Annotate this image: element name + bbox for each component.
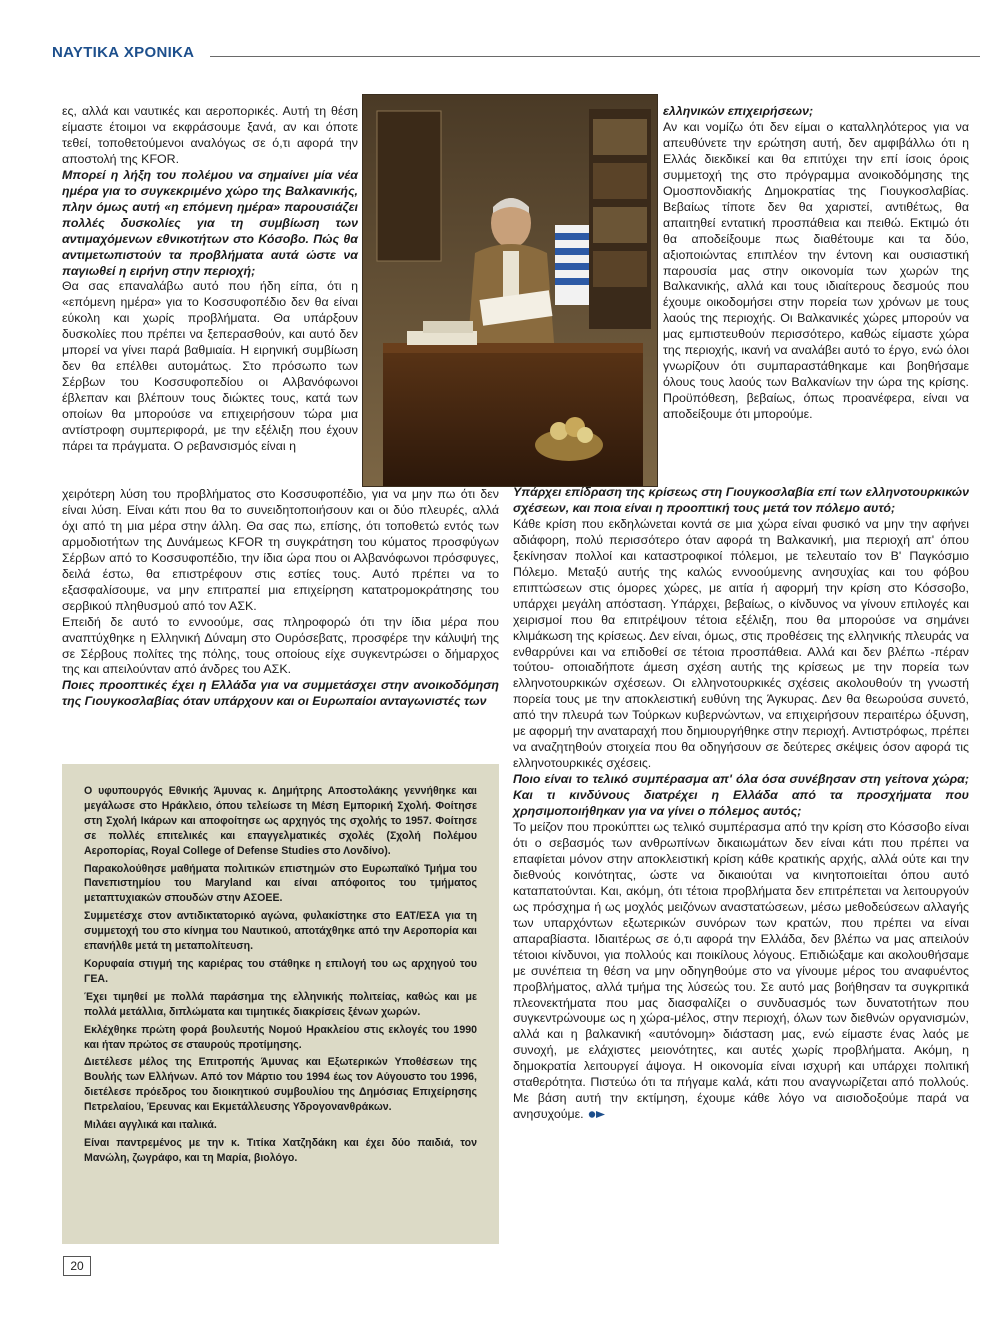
interview-question: ελληνικών επιχειρήσεων; bbox=[663, 104, 814, 118]
article-paragraph: Κάθε κρίση που εκδηλώνεται κοντά σε μια χώρα είναι φυσικό να μην την αφήνει αδιάφορη, πολύ περισσότερο όταν αφορά τη Βαλκανική, μια περιοχή απ' όπου ξεκίνησαν πολλοί και καταστροφικοί πόλεμοι, με τελευταίο τον Β' Παγκόσμιο Πόλεμο. Μεταξύ αυτής της καλώς εννοούμενης ανησυχίας και του φόβου επιπτώσεων στις όμορες χώρες, με αιτία ή αφορμή την κρίση στο Κόσσοβο, υπάρχει μεγάλη απόσταση. Υπάρχει, βεβαίως, ο κίνδυνος να γίνουν επιλογές και χειρισμοί που θα επιτρέψουν τέτοια εξέλιξη, που θα μπορούσε να σημάνει κλιμάκωση της κρίσεως. Δεν είναι, όμως, στις προθέσεις της ελληνικής πλευράς να ενθαρρύνει και να επιδοθεί σε τέτοια προσπάθεια. Αλλά και δεν βλέπω -πέραν τούτου- οποιαδήποτε άμεση σχέση αυτής της κρίσεως με την πορεία των ελληνοτουρκικών σχέσεων. Οι ελληνοτουρκικές σχέσεις ακολουθούν τη γνωστή πορεία τους με την αποκλειστική ευθύνη της Άγκυρας. Δεν θα θεωρούσα συνετό, από την πλευρά των Τούρκων κυβερνώντων, να επιχειρήσουν περαιτέρω όξυνση, με αφορμή την αναταραχή που δημιουργήθηκε στην περιοχή. Αντιστρόφως, πρέπει να αναζητηθούν στοιχεία που θα οδηγήσουν σε δεύτερες σκέψεις όσον αφορά τις ελληνοτουρκικές σχέσεις. bbox=[513, 516, 969, 771]
bio-paragraph: Εκλέχθηκε πρώτη φορά βουλευτής Νομού Ηρακλείου στις εκλογές του 1990 και ήταν πρώτος σε σταυρούς προτίμησης. bbox=[84, 1023, 477, 1051]
article-column-left-top bbox=[62, 104, 358, 455]
office-scene bbox=[363, 95, 658, 487]
bio-paragraph: Είναι παντρεμένος με την κ. Τιτίκα Χατζηδάκη και έχει δύο παιδιά, τον Μανώλη, ζωγράφο, και τη Μαρία, βιολόγο. bbox=[84, 1136, 477, 1164]
bio-paragraph: Συμμετέσχε στον αντιδικτατορικό αγώνα, φυλακίστηκε στο ΕΑΤ/ΕΣΑ για τη συμμετοχή του στο κίνημα του Ναυτικού, αποτάχθηκε από την Αεροπορία και επανήλθε μετά τη μεταπολίτευση. bbox=[84, 910, 477, 953]
article-column-right-main bbox=[513, 485, 969, 1123]
bio-paragraph: Κορυφαία στιγμή της καριέρας του στάθηκε η επιλογή του ως αρχηγού του ΓΕΑ. bbox=[84, 957, 477, 985]
article-column-left-bottom bbox=[62, 487, 499, 710]
interview-question: Ποιο είναι το τελικό συμπέρασμα απ' όλα όσα συνέβησαν στη γείτονα χώρα; Και τι κινδύνους διατρέχει η Ελλάδα από τα προσχήματα που χρησιμοποιήθηκαν για να γίνει ο πόλεμος αυτός; bbox=[513, 772, 969, 819]
article-paragraph: Επειδή δε αυτό το εννοούμε, σας πληροφορώ ότι την ίδια μέρα που αναπτύχθηκε η Ελληνική Δύναμη στο Ουρόσεβατς, προσφέρε την κάλυψή της σε Σέρβους πολίτες της πόλης, τους οποίους είχε συγκεντρώσει ο δήμαρχος της και απειλούνταν από άνδρες του ΑΣΚ. bbox=[62, 614, 499, 677]
interview-question: Μπορεί η λήξη του πολέμου να σημαίνει μία νέα ημέρα για το συγκεκριμένο χώρο της Βαλκανικής, πλην όμως αυτή «η επόμενη ημέρα» παρουσιάζει πολλές δυσκολίες για τη συμβίωση των αντιμαχόμενων εθνικοτήτων στο Κόσοβο. Πώς θα αντιμετωπιστούν τα προβλήματα αυτά ώστε να παγιωθεί η ειρήνη στην περιοχή; bbox=[62, 167, 358, 278]
bookshelf bbox=[589, 109, 651, 329]
bio-paragraph: Παρακολούθησε μαθήματα πολιτικών επιστημών στο Ευρωπαϊκό Τμήμα του Πανεπιστημίου του Maryland και είναι απόφοιτος του τμήματος μεταπτυχιακών σπουδών στην ΑΣΟΕΕ. bbox=[84, 862, 477, 905]
greek-flag bbox=[555, 225, 589, 305]
end-of-article-icon bbox=[588, 1110, 606, 1119]
desk bbox=[383, 321, 643, 487]
article-paragraph: Το μείζον που προκύπτει ως τελικό συμπέρασμα από την κρίση στο Κόσσοβο είναι ότι ο σεβασμός των ανθρωπίνων δικαιωμάτων δεν είναι κάτι που πρέπει να επαφίεται μόνον στην αποκλειστική κρίση κάθε κρατικής αρχής, αλλά ούτε και την διεθνούς κοινότητας, ώστε να δικαιούται να κινητοποιείται όπου αυτό καταπατούνται. Και, ακόμη, ότι τέτοια προβλήματα δεν επιτρέπεται να λειτουργούν ως πρόσχημα ή ως μοχλός μειζόνων αναστατώσεων, μέσω μεθοδεύσεων αλλαγής των υπαρχόντων εξωτερικών συνόρων των κρατών, που πρέπει να είναι απαραβίαστα. Ιδιαιτέρως σε ό,τι αφορά την Ελλάδα, δεν βλέπω να μας απειλούν τέτοιοι κίνδυνοι, για πολλούς και ποικίλους λόγους. Επιδιώξαμε και ακολουθήσαμε με συνέπεια τη θέση να μην οδηγηθούμε στο να γίνουμε μέρος του αναφυέντος προβλήματος, αλλά τμήμα της λύσεώς του. Σε αυτό μας βοήθησαν τα συγκριτικά πλεονεκτήματα που μας διασφαλίζει ο συνδυασμός των δυνατοτήτων που συγκεντρώνουμε ως η χώρα-μέλος, στην περιοχή, όλων των διεθνών οργανισμών, αλλά και η βαλκανική «αυτόνομη» διάσταση μας, ενώ είμαστε ένας λαός με συνοχή, με ελάχιστες μειονότητες, και αυτές χωρίς προβλήματα. Ακόμη, η δημοκρατία λειτουργεί άψογα. Η οικονομία είναι ισχυρή και υπάρχει πολιτική σταθερότητα. Πιστεύω ότι τα πήγαμε καλά, κάτι που αναγνωρίζεται από πολλούς. Με βάση αυτή την εκτίμηση, έχουμε κάθε λόγο να αισιοδοξούμε παρά να ανησυχούμε. bbox=[513, 820, 969, 1122]
header-rule bbox=[210, 56, 980, 57]
bio-paragraph: Ο υφυπουργός Εθνικής Άμυνας κ. Δημήτρης Αποστολάκης γεννήθηκε και μεγάλωσε στο Ηράκλειο, όπου τελείωσε τη Μέση Εμπορική Σχολή. Φοίτησε στη Σχολή Ικάρων και αποφοίτησε ως αρχηγός της σχολής το 1957. Φοίτησε σε πολλές επιτελικές και επαγγελματικές σχολές (Σχολή Πολέμου Αεροπορίας, Royal College of Defense Studies στο Λονδίνο). bbox=[84, 785, 477, 857]
interview-question: Υπάρχει επίδραση της κρίσεως στη Γιουγκοσλαβία επί των ελληνοτουρκικών σχέσεων, και ποια είναι η προοπτική τους μετά τον πόλεμο αυτό; bbox=[513, 485, 969, 515]
masthead bbox=[52, 44, 980, 66]
article-paragraph: Αν και νομίζω ότι δεν είμαι ο καταλληλότερος για να απευθύνετε την ερώτηση αυτή, δεν αμφιβάλλω ότι η Ελλάς διεκδικεί και θα επιτύχει την επί ίσοις όροις συμμετοχή της στο πρόγραμμα ανοικοδόμησης της Ομοσπονδιακής Δημοκρατίας της Γιουγκοσλαβίας. Βεβαίως τίποτε δεν θα χαριστεί, αντιθέτως, θα απαιτηθεί εντατική προσπάθεια και πειθώ. Εκτιμώ ότι θα αποδείξουμε πως διαθέτουμε και τα δύο, αξιοποιώντας επιπλέον την έντονη και ουσιαστική παρουσία μας στην οικονομία των χωρών της Βαλκανικής, αλλά και τους ιδιαίτερους δεσμούς που έχουμε οικοδομήσει στην πορεία των χρόνων με τους λαούς της περιοχής. Οι Βαλκανικές χώρες μπορούν να μας εμπιστευθούν περισσότερο, καθώς είμαστε χώρα της περιοχής, ικανή να αναλάβει αυτό το έργο, ενώ όλοι γνωρίζουν ότι συμπαραστάθηκαμε και βοηθήσαμε όλους τους λαούς των Βαλκανίων την ώρα της κρίσης. Προϋπόθεση, βεβαίως, όπως προανέφερα, είναι να αποδείξουμε ότι μπορούμε. bbox=[663, 119, 969, 422]
bio-paragraph: Διετέλεσε μέλος της Επιτροπής Άμυνας και Εξωτερικών Υποθέσεων της Βουλής των Ελλήνων. Από τον Μάρτιο του 1994 έως τον Αύγουστο του 1996, διετέλεσε πρόεδρος του διοικητικού συμβουλίου της Δημόσιας Επιχείρησης Πετρελαίου, Έρευνας και Εκμετάλλευσης Υδρογονανθράκων. bbox=[84, 1056, 477, 1114]
article-column-right-top bbox=[663, 104, 969, 423]
article-paragraph: χειρότερη λύση του προβλήματος στο Κοσσυφοπέδιο, για να μην πω ότι δεν είναι λύση. Είναι κάτι που θα το συνειδητοποιήσουν και οι δύο πλευρές, αλλά όχι από τη μια μέρα στην άλλη. Θα σας πω, επίσης, ότι τοποθετώ εντός των αρμοδιοτήτων της Δυνάμεως KFOR τη συγκράτηση του κύματος προσφύγων Σέρβων από το Κοσσυφοπέδιο, την ίδια ώρα που οι Αλβανόφωνοι πρόσφυγες, δειλά έστω, θα επιστρέφουν στις εστίες τους. Αυτό πρέπει να το εξασφαλίσουμε, να μην επιτραπεί μια επιχείρηση κατατρομοκράτησης του σερβικού πληθυσμού από τον ΑΣΚ. bbox=[62, 487, 499, 613]
article-paragraph: ες, αλλά και ναυτικές και αεροπορικές. Αυτή τη θέση είμαστε έτοιμοι να εκφράσουμε ξανά, αν και όποτε τεθεί, τοποθετούμενοι αναλόγως σε ό,τι αφορά την αποστολή της KFOR. bbox=[62, 104, 358, 166]
magazine-title: ΝΑΥΤΙΚΑ ΧΡΟΝΙΚΑ bbox=[52, 44, 195, 61]
portrait-photo bbox=[362, 94, 658, 487]
bio-paragraph: Μιλάει αγγλικά και ιταλικά. bbox=[84, 1119, 217, 1132]
bio-paragraph: Έχει τιμηθεί με πολλά παράσημα της ελληνικής πολιτείας, καθώς και με πολλά μετάλλια, διπλώματα και τιμητικές διακρίσεις ξένων χωρών. bbox=[84, 990, 477, 1018]
biography-box bbox=[62, 764, 499, 1244]
article-paragraph: Θα σας επαναλάβω αυτό που ήδη είπα, ότι η «επόμενη ημέρα» για το Κοσσυφοπέδιο δεν θα είναι εύκολη και χωρίς προβλήματα. Θα υπάρξουν δυσκολίες που πρέπει να ξεπερασθούν, και αυτό δεν μπορεί να γίνει παρά βαθμιαία. Η ειρηνική συμβίωση δεν θα επέλθει αυτομάτως. Στο πρόσωπο των Σέρβων του Κοσσυφοπεδίου οι Αλβανόφωνοι έβλεπαν και βλέπουν τους διώκτες τους, κατά των οποίων θα μπορούσε να επιχειρήσουν τώρα μια αντίστροφη συμπεριφορά, με την εξέλιξη που έχουν πάρει τα πράγματα. Ο ρεβανσισμός είναι η bbox=[62, 279, 358, 454]
interview-question: Ποιες προοπτικές έχει η Ελλάδα για να συμμετάσχει στην ανοικοδόμηση της Γιουγκοσλαβίας όταν υπάρχουν και οι Ευρωπαίοι ανταγωνιστές των bbox=[62, 678, 499, 709]
page-number: 20 bbox=[63, 1256, 91, 1276]
